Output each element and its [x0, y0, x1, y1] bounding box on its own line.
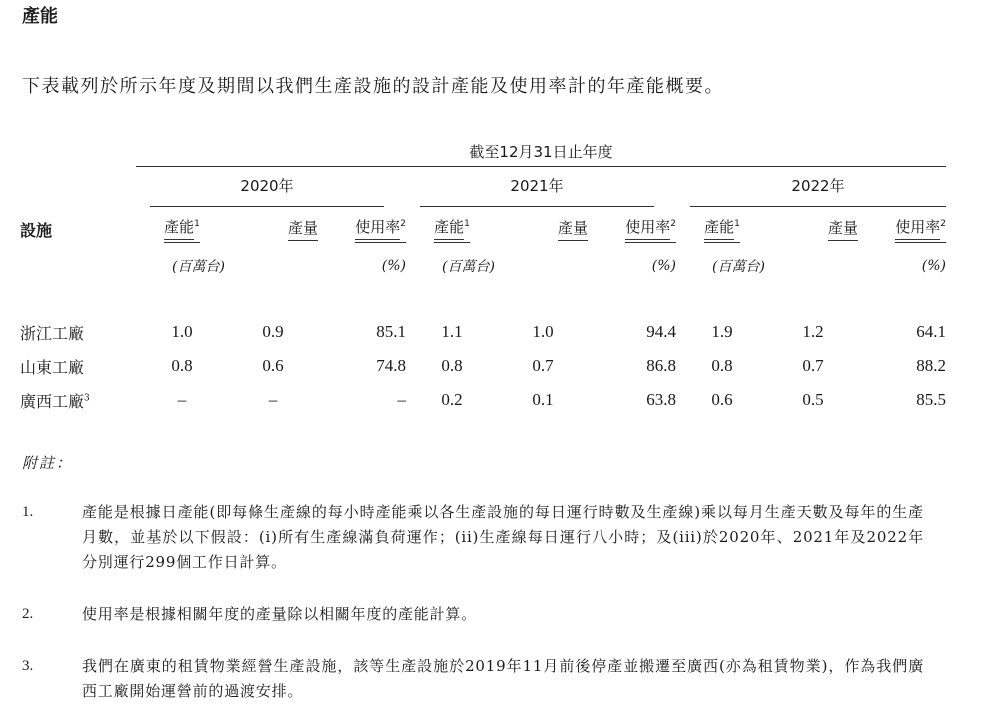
cell-value: 74.8 — [376, 356, 406, 375]
cell-value: 85.1 — [376, 322, 406, 341]
cell-value: 0.6 — [711, 390, 733, 409]
col-utilization-2022: 使用率$^2$ — [858, 207, 946, 251]
year-header-2021: 2021年 — [420, 167, 654, 207]
unit-capacity-2020: (百萬台) — [172, 259, 225, 275]
cell-value: 0.9 — [262, 322, 284, 341]
note-text: 產能是根據日產能(即每條生產線的每小時產能乘以各生產設施的每日運行時數及生產線)乘以每月生產天數及每年的生產月數，並基於以下假設：(i)所有生產線滿負荷運作；(ii)生產線每日運行八小時；及(iii)於2020年、2021年及2022年分別運行299個工作日計算。 — [82, 503, 924, 571]
cell-value: 0.8 — [711, 356, 733, 375]
cell-value: – — [397, 390, 406, 409]
unit-capacity-2021: (百萬台) — [442, 259, 495, 275]
cell-value: 0.7 — [802, 356, 824, 375]
cell-value: 0.6 — [262, 356, 284, 375]
note-number: 2. — [22, 606, 34, 622]
cell-value: 63.8 — [646, 390, 676, 409]
row-facility-name: 浙江工廠 — [20, 323, 85, 343]
cell-value: 1.9 — [711, 322, 733, 341]
section-heading: 產能 — [22, 6, 58, 27]
col-output-2022: 產量 — [768, 207, 858, 251]
cell-value: 1.0 — [171, 322, 193, 341]
cell-value: 0.8 — [441, 356, 463, 375]
col-capacity-2020: 產能$^1$ — [136, 207, 228, 251]
unit-utilization-2021: (%) — [651, 258, 676, 274]
col-utilization-2020: 使用率$^2$ — [318, 207, 406, 251]
capacity-table — [20, 136, 946, 417]
col-capacity-2022: 產能$^1$ — [676, 207, 768, 251]
cell-value: 0.1 — [532, 390, 554, 409]
col-capacity-2021: 產能$^1$ — [406, 207, 498, 251]
table-row — [20, 315, 946, 349]
row-facility-name: 廣西工廠$^3$ — [20, 391, 90, 411]
col-output-2020: 產量 — [228, 207, 318, 251]
note-number: 3. — [22, 658, 34, 674]
table-row — [20, 349, 946, 383]
cell-value: 1.1 — [441, 322, 463, 341]
col-output-2021: 產量 — [498, 207, 588, 251]
cell-value: 85.5 — [916, 390, 947, 409]
cell-value: 1.2 — [802, 322, 824, 341]
cell-value: 0.2 — [441, 390, 463, 409]
cell-value: – — [177, 390, 187, 409]
year-header-2022: 2022年 — [690, 167, 946, 207]
intro-paragraph: 下表載列於所示年度及期間以我們生產設施的設計產能及使用率計的年產能概要。 — [22, 76, 724, 97]
cell-value: 86.8 — [646, 356, 676, 375]
facility-header: 設施 — [20, 220, 53, 240]
notes-label: 附註： — [22, 454, 74, 472]
note-number: 1. — [22, 504, 34, 520]
col-utilization-2021: 使用率$^2$ — [588, 207, 676, 251]
cell-value: 94.4 — [646, 322, 676, 341]
cell-value: 1.0 — [532, 322, 554, 341]
cell-value: – — [268, 390, 278, 409]
period-header: 截至12月31日止年度 — [136, 136, 946, 167]
cell-value: 0.7 — [532, 356, 554, 375]
table-row — [20, 383, 946, 417]
note-text: 我們在廣東的租賃物業經營生產設施，該等生產設施於2019年11月前後停產並搬遷至廣西(亦為租賃物業)，作為我們廣西工廠開始運營前的過渡安排。 — [82, 657, 924, 700]
cell-value: 0.5 — [802, 390, 824, 409]
note-text: 使用率是根據相關年度的產量除以相關年度的產能計算。 — [82, 605, 478, 623]
unit-utilization-2022: (%) — [921, 258, 947, 274]
cell-value: 0.8 — [171, 356, 193, 375]
cell-value: 64.1 — [916, 322, 947, 341]
unit-utilization-2020: (%) — [381, 258, 406, 274]
row-facility-name: 山東工廠 — [20, 357, 85, 377]
year-header-2020: 2020年 — [150, 167, 384, 207]
cell-value: 88.2 — [916, 356, 947, 375]
unit-capacity-2022: (百萬台) — [712, 259, 765, 275]
